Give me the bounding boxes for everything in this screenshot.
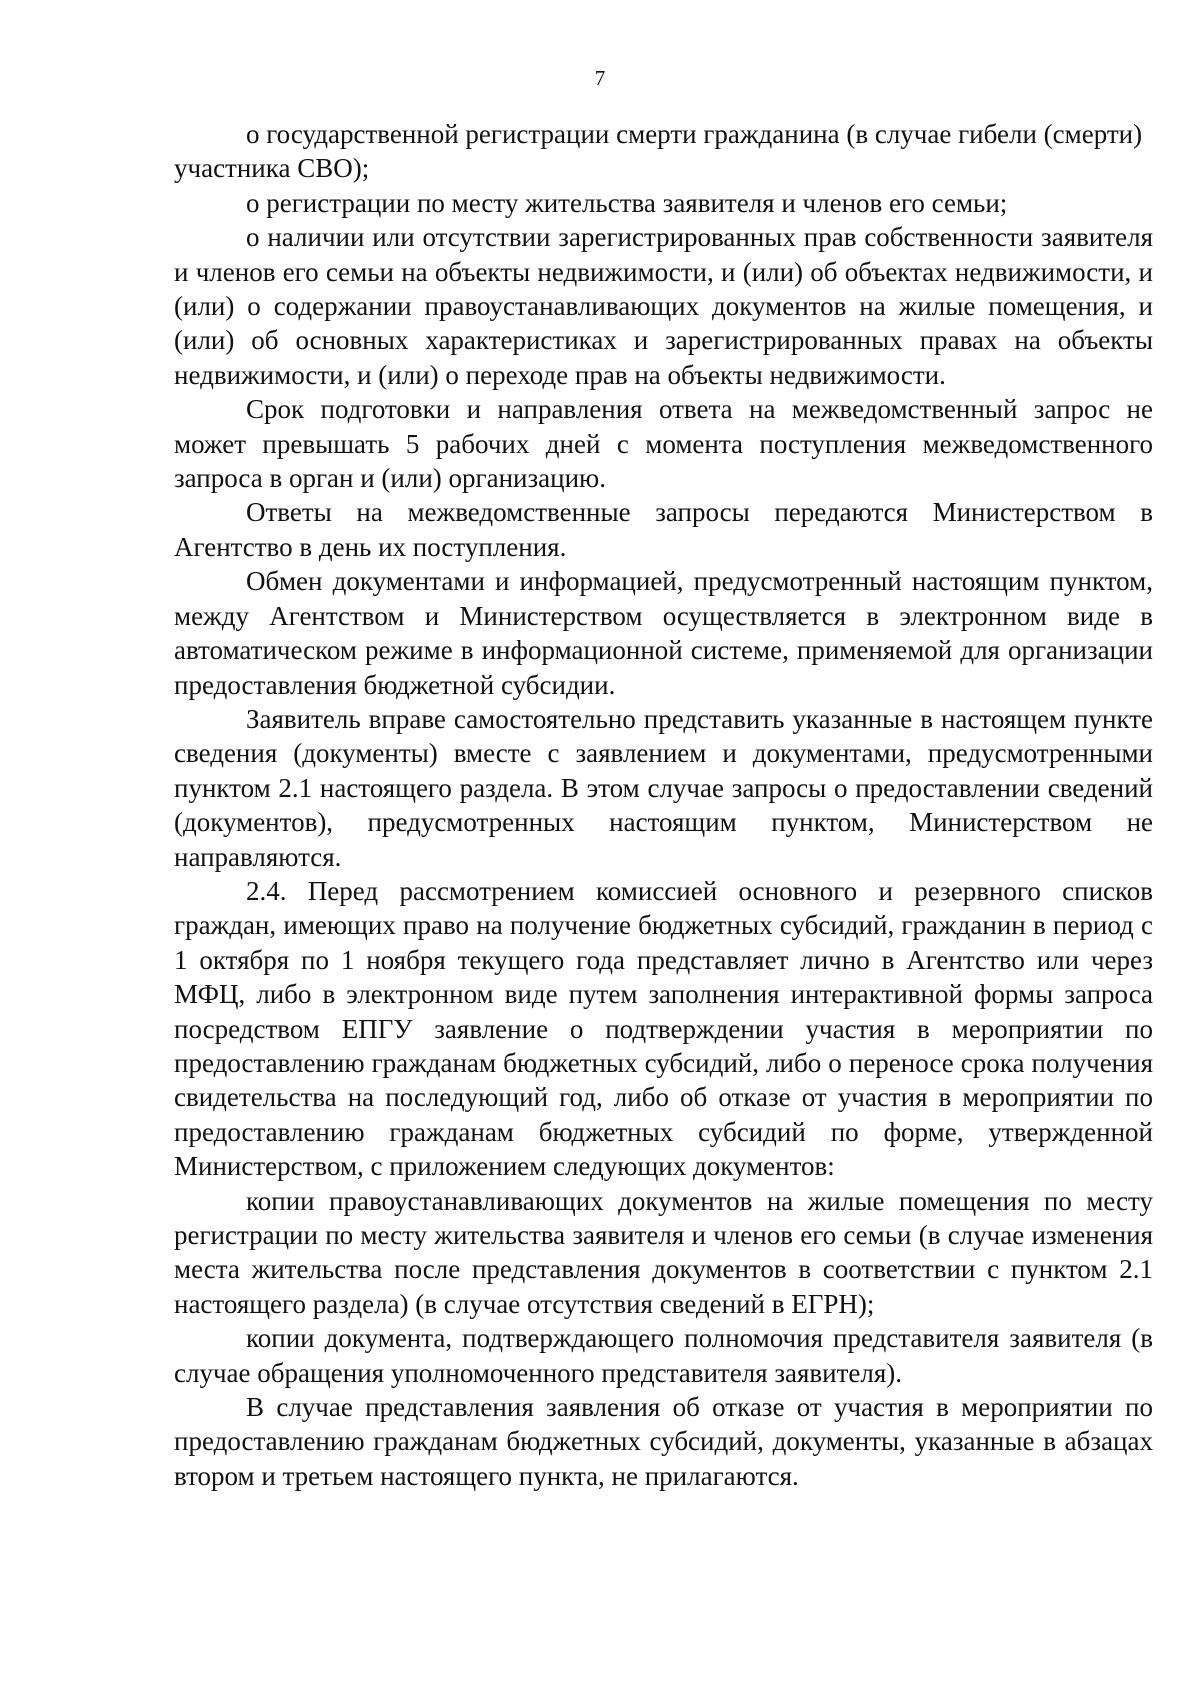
paragraph-death-registration: о государственной регистрации смерти гражданина (в случае гибели (смерти) участника СВО); [174, 119, 1143, 184]
paragraph-residence-registration: о регистрации по месту жительства заявителя и членов его семьи; [246, 187, 1008, 218]
paragraph-response-deadline: Срок подготовки и направления ответа на межведомственный запрос не может превышать 5 рабочих дней с момента поступления межведомственного запроса в орган и (или) организацию. [174, 394, 1153, 494]
document-body [174, 117, 1153, 1493]
paragraph-document-copies: копии правоустанавливающих документов на жилые помещения по месту регистрации по месту жительства заявителя и членов его семьи (в случае изменения места жительства после представления документов в соответствии с пунктом 2.1 настоящего раздела) (в случае отсутствия сведений в ЕГРН); [174, 1185, 1153, 1319]
paragraph-representative-documents: копии документа, подтверждающего полномочия представителя заявителя (в случае обращения уполномоченного представителя заявителя). [174, 1323, 1153, 1388]
paragraph-section-2-4: 2.4. Перед рассмотрением комиссией основного и резервного списков граждан, имеющих право на получение бюджетных субсидий, гражданин в период с 1 октября по 1 ноября текущего года представляет лично в Агентство или через МФЦ, либо в электронном виде путем заполнения интерактивной формы запроса посредством ЕПГУ заявление о подтверждении участия в мероприятии по предоставлению гражданам бюджетных субсидий, либо о переносе срока получения свидетельства на последующий год, либо об отказе от участия в мероприятии по предоставлению гражданам бюджетных субсидий по форме, утвержденной Министерством, с приложением следующих документов: [174, 875, 1153, 1182]
paragraph-document-exchange: Обмен документами и информацией, предусмотренный настоящим пунктом, между Агентством и Министерством осуществляется в электронном виде в автоматическом режиме в информационной системе, применяемой для организации предоставления бюджетной субсидии. [174, 566, 1153, 700]
page-number: 7 [594, 66, 606, 90]
paragraph-applicant-right: Заявитель вправе самостоятельно представить указанные в настоящем пункте сведения (документы) вместе с заявлением и документами, предусмотренными пунктом 2.1 настоящего раздела. В этом случае запросы о предоставлении сведений (документов), предусмотренных настоящим пунктом, Министерством не направляются. [174, 703, 1153, 872]
paragraph-property-rights: о наличии или отсутствии зарегистрированных прав собственности заявителя и членов его семьи на объекты недвижимости, и (или) об объектах недвижимости, и (или) о содержании правоустанавливающих документов на жилые помещения, и (или) об основных характеристиках и зарегистрированных правах на объекты недвижимости, и (или) о переходе прав на объекты недвижимости. [174, 222, 1153, 390]
paragraph-responses-transfer: Ответы на межведомственные запросы передаются Министерством в Агентство в день их поступления. [174, 497, 1153, 562]
paragraph-refusal-case: В случае представления заявления об отказе от участия в мероприятии по предоставлению гражданам бюджетных субсидий, документы, указанные в абзацах втором и третьем настоящего пункта, не прилагаются. [174, 1392, 1153, 1491]
